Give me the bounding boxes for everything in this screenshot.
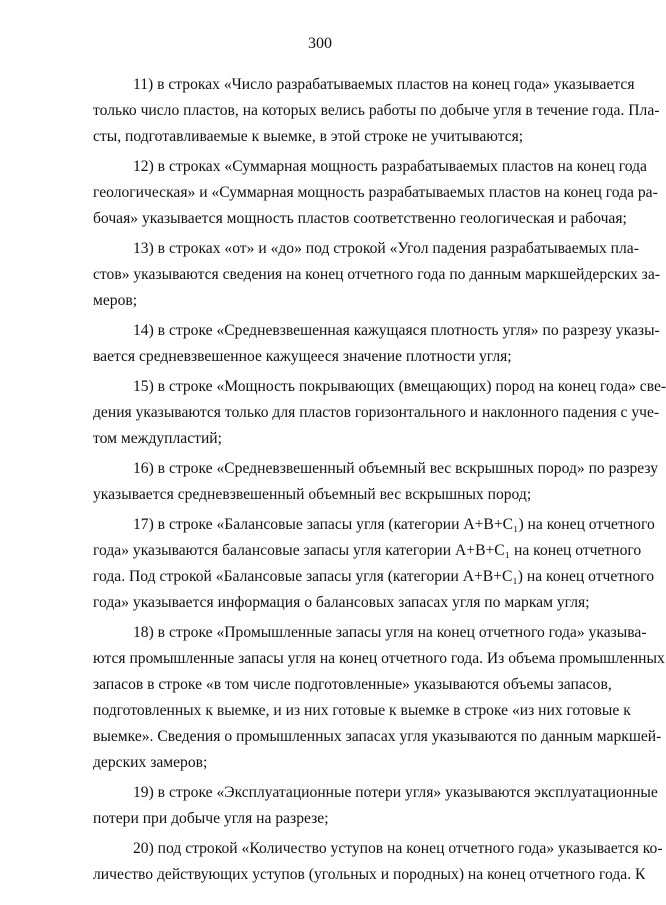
- text-line: года» указывается информация о балансовых запасах угля по маркам угля;: [93, 594, 590, 611]
- text-line: 13) в строках «от» и «до» под строкой «Угол падения разрабатываемых пла-: [133, 240, 639, 257]
- page-bottom-edge: [0, 895, 640, 905]
- page-number: 300: [308, 35, 332, 52]
- text-line: подготовленных к выемке, и из них готовые к выемке в строке «из них готовые к: [93, 702, 631, 719]
- text-line: указывается средневзвешенный объемный вес вскрышных пород;: [93, 486, 532, 503]
- text-line: запасов в строке «в том числе подготовленные» указываются объемы запасов,: [93, 676, 612, 693]
- text-line: года» указываются балансовые запасы угля категории А+В+С₁ на конец отчетного: [93, 542, 642, 559]
- text-line: геологическая» и «Суммарная мощность разрабатываемых пластов на конец года ра-: [93, 184, 658, 201]
- text-line: 17) в строке «Балансовые запасы угля (категории А+В+С₁) на конец отчетного: [133, 516, 655, 533]
- paragraph-16: [93, 456, 659, 508]
- paragraph-11: [93, 72, 660, 150]
- text-line: том междупластий;: [93, 430, 222, 447]
- text-line: 15) в строке «Мощность покрывающих (вмещающих) пород на конец года» све-: [133, 378, 666, 395]
- text-line: 18) в строке «Промышленные запасы угля на конец отчетного года» указыва-: [133, 624, 647, 641]
- text-line: дерских замеров;: [93, 754, 208, 771]
- text-line: 20) под строкой «Количество уступов на конец отчетного года» указывается ко-: [133, 840, 663, 857]
- text-line: выемке». Сведения о промышленных запасах угля указываются по данным маркшей-: [93, 728, 662, 745]
- body-text: [93, 72, 666, 888]
- paragraph-17: [93, 512, 655, 616]
- text-line: 12) в строках «Суммарная мощность разрабатываемых пластов на конец года: [133, 158, 647, 175]
- text-line: 16) в строке «Средневзвешенный объемный вес вскрышных пород» по разрезу: [133, 460, 659, 477]
- paragraph-18: [93, 620, 665, 776]
- text-line: 14) в строке «Средневзвешенная кажущаяся плотность угля» по разрезу указы-: [133, 322, 660, 339]
- text-line: дения указываются только для пластов горизонтального и наклонного падения с уче-: [93, 404, 660, 421]
- paragraph-20: [93, 836, 663, 888]
- text-line: меров;: [93, 292, 138, 309]
- paragraph-19: [93, 780, 658, 832]
- text-line: 19) в строке «Эксплуатационные потери угля» указываются эксплуатационные: [133, 784, 658, 801]
- text-line: стов» указываются сведения на конец отчетного года по данным маркшейдерских за-: [93, 266, 660, 283]
- text-line: вается средневзвешенное кажущееся значение плотности угля;: [93, 348, 512, 365]
- text-line: ются промышленные запасы угля на конец отчетного года. Из объема промышленных: [93, 650, 665, 667]
- paragraph-15: [93, 374, 666, 452]
- text-line: сты, подготавливаемые к выемке, в этой строке не учитываются;: [93, 128, 524, 145]
- text-line: года. Под строкой «Балансовые запасы угля (категории А+В+С₁) на конец отчетного: [93, 568, 655, 585]
- text-line: потери при добыче угля на разрезе;: [93, 810, 329, 827]
- paragraph-13: [93, 236, 660, 314]
- text-line: личество действующих уступов (угольных и породных) на конец отчетного года. К: [93, 866, 646, 883]
- text-line: только число пластов, на которых велись работы по добыче угля в течение года. Пла-: [93, 102, 660, 119]
- paragraph-14: [93, 318, 660, 370]
- text-line: 11) в строках «Число разрабатываемых пластов на конец года» указывается: [133, 76, 635, 93]
- text-line: бочая» указывается мощность пластов соответственно геологическая и рабочая;: [93, 210, 627, 227]
- paragraph-12: [93, 154, 658, 232]
